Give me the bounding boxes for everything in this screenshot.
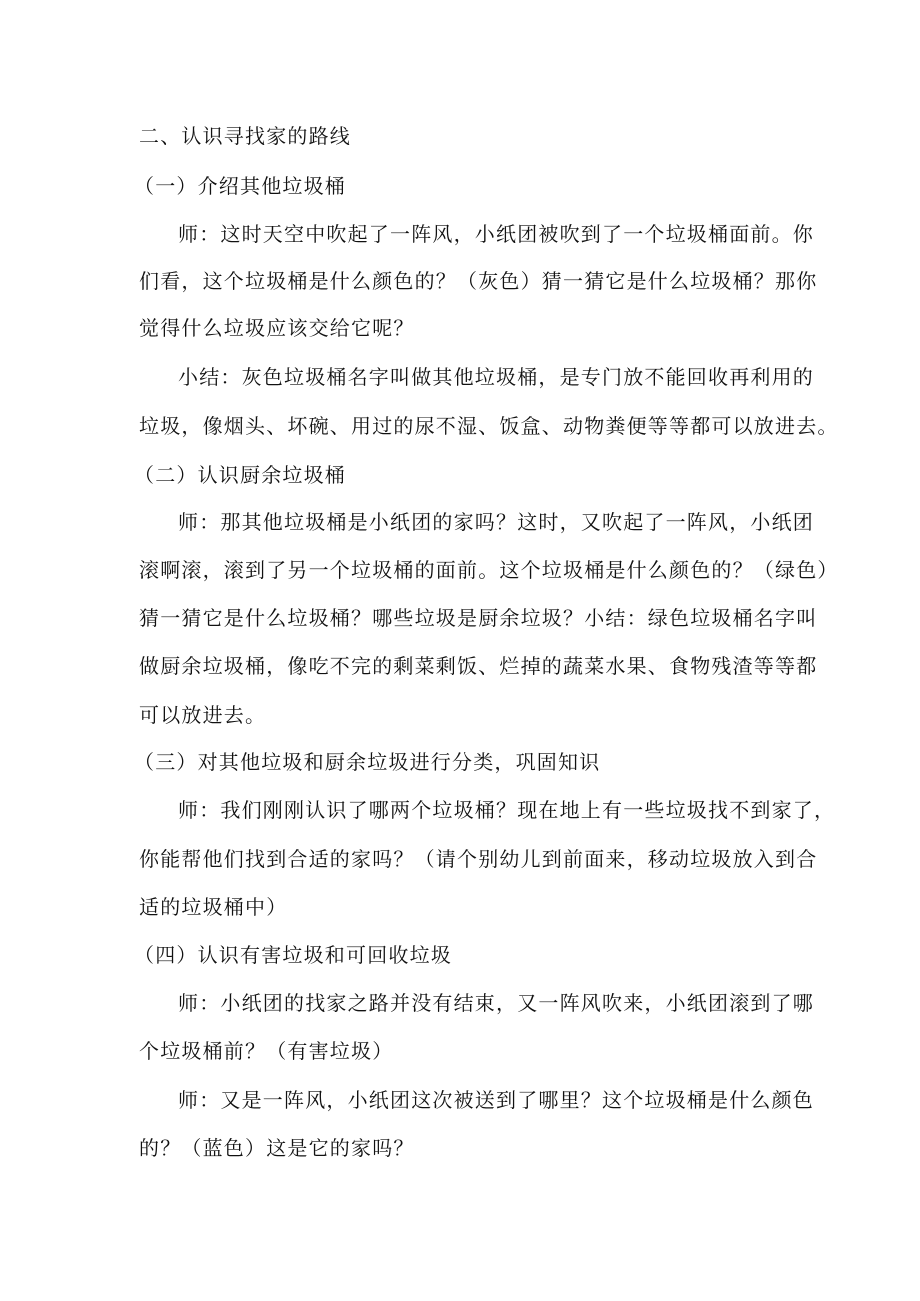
paragraph-line: 师：小纸团的找家之路并没有结束，又一阵风吹来，小纸团滚到了哪 bbox=[178, 991, 814, 1015]
paragraph-line: 你能帮他们找到合适的家吗？（请个别幼儿到前面来，移动垃圾放入到合 bbox=[139, 847, 818, 871]
paragraph-line: 小结：灰色垃圾桶名字叫做其他垃圾桶，是专门放不能回收再利用的 bbox=[178, 365, 814, 389]
subsection-title: （一）介绍其他垃圾桶 bbox=[134, 174, 346, 198]
paragraph-line: 师：那其他垃圾桶是小纸团的家吗？这时，又吹起了一阵风，小纸团 bbox=[178, 510, 814, 534]
paragraph-line: 师：我们刚刚认识了哪两个垃圾桶？现在地上有一些垃圾找不到家了， bbox=[178, 798, 836, 822]
paragraph-line: 猜一猜它是什么垃圾桶？哪些垃圾是厨余垃圾？小结：绿色垃圾桶名字叫 bbox=[139, 606, 818, 630]
subsection-title: （三）对其他垃圾和厨余垃圾进行分类，巩固知识 bbox=[134, 750, 601, 774]
paragraph-line: 做厨余垃圾桶，像吃不完的剩菜剩饭、烂掉的蔬菜水果、食物残渣等等都 bbox=[139, 654, 818, 678]
paragraph-line: 们看，这个垃圾桶是什么颜色的？（灰色）猜一猜它是什么垃圾桶？那你 bbox=[139, 269, 818, 293]
section-heading: 二、认识寻找家的路线 bbox=[139, 124, 351, 148]
paragraph-line: 的？（蓝色）这是它的家吗？ bbox=[139, 1136, 415, 1160]
paragraph-line: 垃圾，像烟头、坏碗、用过的尿不湿、饭盒、动物粪便等等都可以放进去。 bbox=[139, 414, 839, 438]
paragraph-line: 师：这时天空中吹起了一阵风，小纸团被吹到了一个垃圾桶面前。你 bbox=[178, 222, 814, 246]
paragraph-line: 可以放进去。 bbox=[139, 703, 267, 727]
subsection-title: （二）认识厨余垃圾桶 bbox=[134, 463, 346, 487]
paragraph-line: 滚啊滚，滚到了另一个垃圾桶的面前。这个垃圾桶是什么颜色的？（绿色） bbox=[139, 558, 839, 582]
paragraph-line: 适的垃圾桶中） bbox=[139, 895, 288, 919]
paragraph-line: 师：又是一阵风，小纸团这次被送到了哪里？这个垃圾桶是什么颜色 bbox=[178, 1088, 814, 1112]
paragraph-line: 觉得什么垃圾应该交给它呢？ bbox=[139, 316, 415, 340]
subsection-title: （四）认识有害垃圾和可回收垃圾 bbox=[134, 943, 452, 967]
paragraph-line: 个垃圾桶前？（有害垃圾） bbox=[139, 1039, 394, 1063]
